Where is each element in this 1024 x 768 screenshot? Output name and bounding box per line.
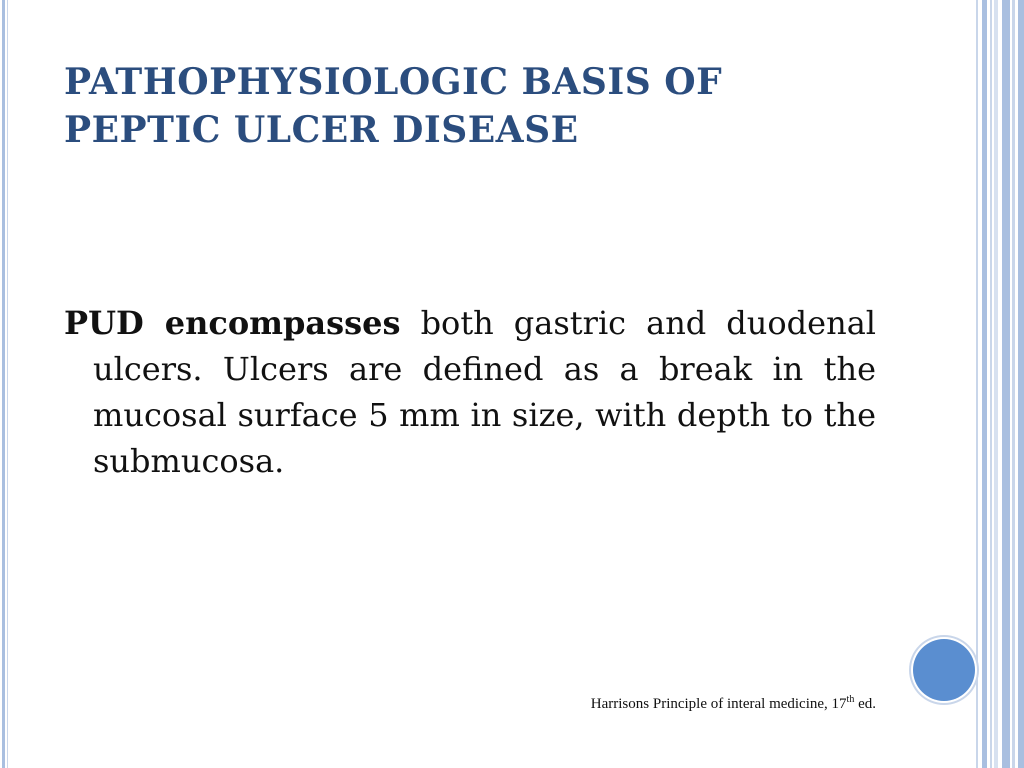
citation-superscript: th — [846, 694, 855, 705]
left-border-stripe — [2, 0, 5, 768]
citation-suffix: ed. — [854, 696, 876, 712]
body-lead-term: PUD encompasses — [64, 304, 401, 342]
right-border-stripe — [976, 0, 978, 768]
slide-title-line2: PEPTIC ULCER DISEASE — [64, 109, 579, 151]
slide-body-paragraph — [64, 300, 876, 484]
right-border-stripe — [1012, 0, 1015, 768]
right-border-stripe — [982, 0, 987, 768]
left-decorative-border — [0, 0, 10, 768]
right-border-stripe — [994, 0, 998, 768]
right-border-stripe — [990, 0, 992, 768]
right-border-stripe — [1018, 0, 1024, 768]
slide-title — [64, 58, 884, 154]
circle-icon — [913, 639, 975, 701]
right-decorative-border — [976, 0, 1024, 768]
citation-text: Harrisons Principle of interal medicine, 17 — [590, 696, 847, 712]
left-border-stripe — [7, 0, 8, 768]
body-text: both gastric and duodenal ulcers. Ulcers are defined as a break in the mucosal surface 5 mm in size, with depth to the submucosa. — [93, 304, 877, 480]
right-border-stripe — [1002, 0, 1010, 768]
slide-title-line1: PATHOPHYSIOLOGIC BASIS OF — [64, 61, 723, 103]
citation — [591, 694, 876, 714]
